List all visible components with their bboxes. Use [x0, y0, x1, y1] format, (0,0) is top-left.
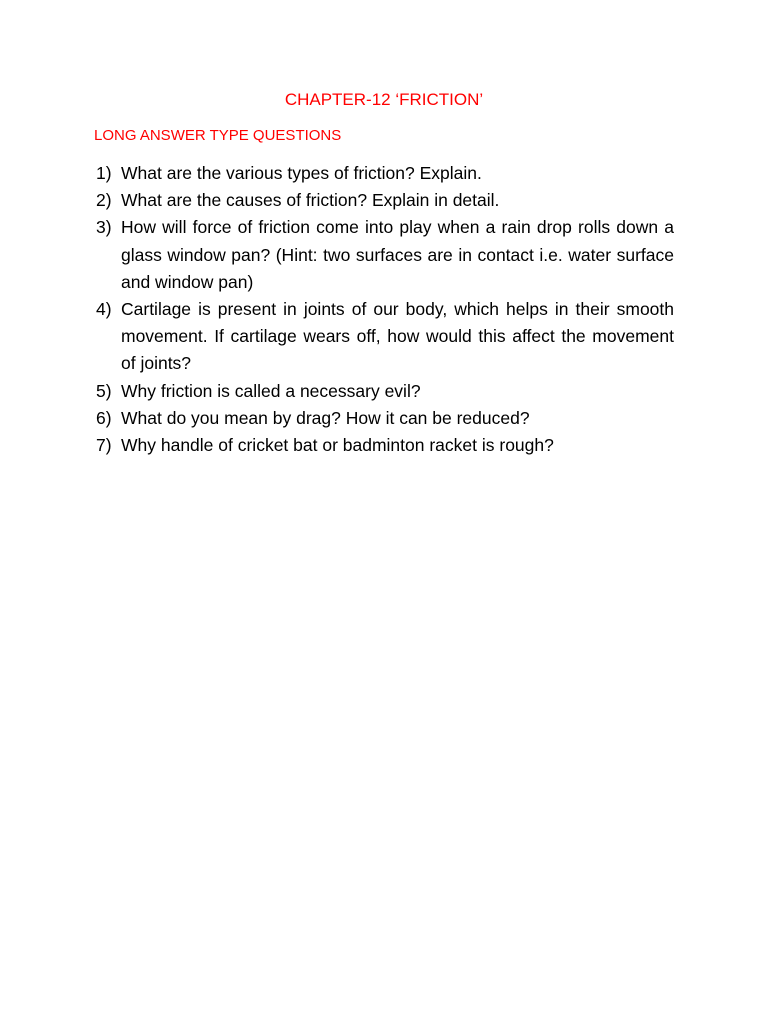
question-item — [96, 378, 674, 405]
question-number: 1) — [96, 163, 112, 183]
question-list — [96, 160, 674, 459]
question-text: Why friction is called a necessary evil? — [121, 380, 421, 401]
question-text: How will force of friction come into play when a rain drop rolls down a glass window pan? (Hint: two surfaces are in contact i.e. water surface and window pan) — [121, 217, 674, 292]
question-text: What are the causes of friction? Explain in detail. — [121, 190, 500, 211]
question-item — [96, 296, 674, 378]
question-item — [96, 405, 674, 432]
section-heading: LONG ANSWER TYPE QUESTIONS — [94, 127, 342, 144]
question-number: 5) — [96, 380, 112, 401]
question-item — [96, 160, 674, 187]
question-item — [96, 187, 674, 214]
chapter-title: CHAPTER-12 ‘FRICTION’ — [284, 90, 484, 109]
question-text: What do you mean by drag? How it can be reduced? — [121, 407, 530, 428]
question-number: 7) — [96, 435, 112, 456]
question-text: Cartilage is present in joints of our body, which helps in their smooth movement. If cartilage wears off, how would this affect the movement of joints? — [121, 299, 674, 374]
question-number: 6) — [96, 407, 112, 428]
question-item — [96, 432, 674, 459]
question-number: 3) — [96, 217, 112, 238]
question-item — [96, 214, 674, 296]
question-text: What are the various types of friction? Explain. — [121, 163, 482, 183]
question-number: 2) — [96, 190, 112, 211]
question-text: Why handle of cricket bat or badminton racket is rough? — [121, 435, 554, 456]
question-number: 4) — [96, 299, 112, 320]
